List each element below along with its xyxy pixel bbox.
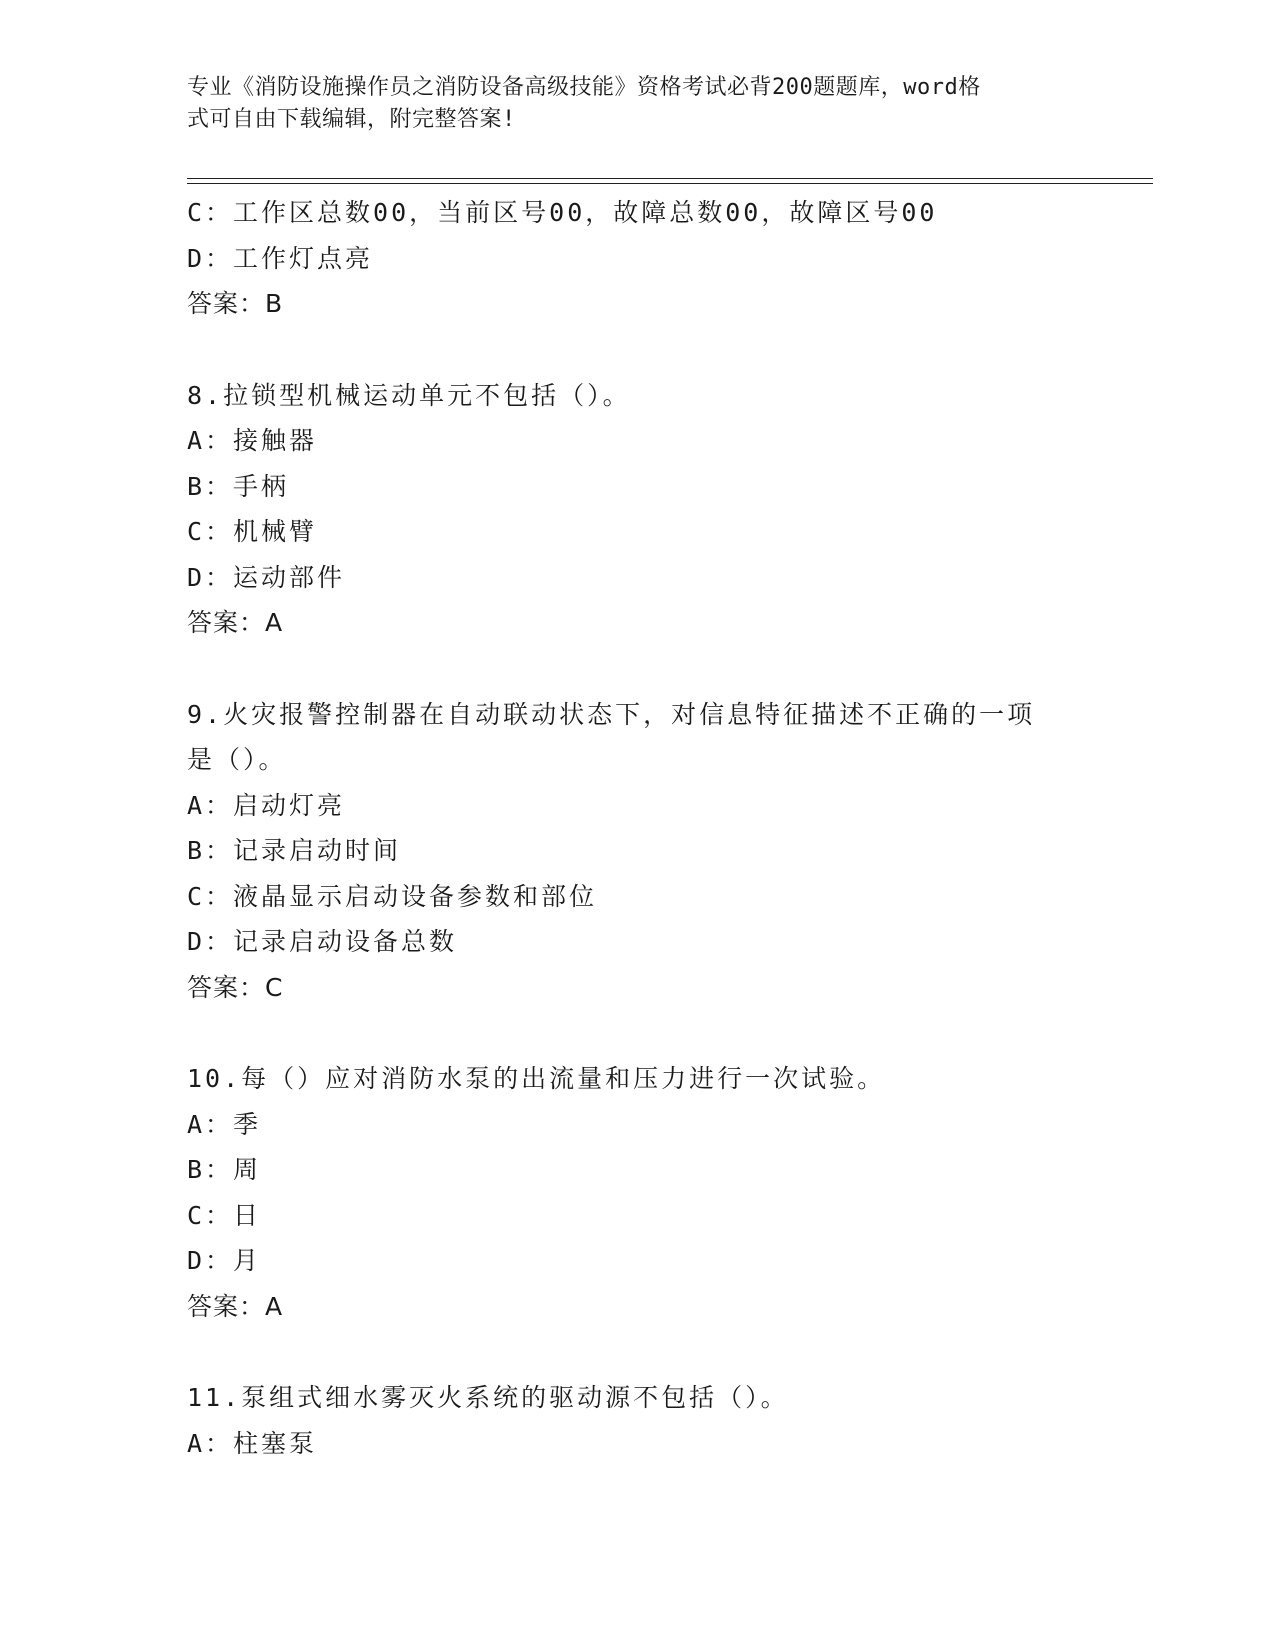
option-b: B：周 (187, 1155, 262, 1184)
question-7-continuation (187, 190, 1087, 327)
header-divider-top (187, 178, 1153, 179)
answer: 答案：A (187, 608, 284, 637)
question-11 (187, 1375, 1087, 1466)
document-header (187, 72, 1067, 136)
answer: 答案：B (187, 289, 284, 318)
question-stem: 9.火灾报警控制器在自动联动状态下，对信息特征描述不正确的一项 (187, 699, 1036, 729)
option-d: D：运动部件 (187, 562, 346, 592)
option-c: C：日 (187, 1200, 262, 1230)
question-list (187, 190, 1087, 1466)
option-b: B：手柄 (187, 471, 290, 501)
question-stem: 10.每（）应对消防水泵的出流量和压力进行一次试验。 (187, 1064, 886, 1093)
option-c: C：液晶显示启动设备参数和部位 (187, 881, 598, 911)
answer: 答案：C (187, 972, 284, 1002)
question-8 (187, 373, 1087, 646)
option-d: D：记录启动设备总数 (187, 927, 458, 956)
option-a: A：启动灯亮 (187, 790, 346, 820)
question-stem-continued: 是（）。 (187, 745, 287, 774)
question-stem: 11.泵组式细水雾灭火系统的驱动源不包括（）。 (187, 1383, 789, 1412)
option-d: D：月 (187, 1246, 262, 1275)
question-stem: 8.拉锁型机械运动单元不包括（）。 (187, 380, 631, 410)
option-c: C：机械臂 (187, 517, 318, 546)
option-b: B：记录启动时间 (187, 836, 402, 865)
option-c: C：工作区总数00，当前区号00，故障总数00，故障区号00 (187, 198, 938, 227)
option-a: A：季 (187, 1109, 262, 1139)
question-10 (187, 1056, 1087, 1329)
header-divider-bottom (187, 183, 1153, 184)
header-line-2: 式可自由下载编辑，附完整答案! (187, 107, 516, 132)
answer: 答案：A (187, 1291, 284, 1321)
option-d: D：工作灯点亮 (187, 243, 374, 273)
option-a: A：接触器 (187, 426, 318, 455)
option-a: A：柱塞泵 (187, 1428, 318, 1458)
question-9 (187, 692, 1087, 1011)
header-line-1: 专业《消防设施操作员之消防设备高级技能》资格考试必背200题题库，word格 (187, 75, 981, 100)
